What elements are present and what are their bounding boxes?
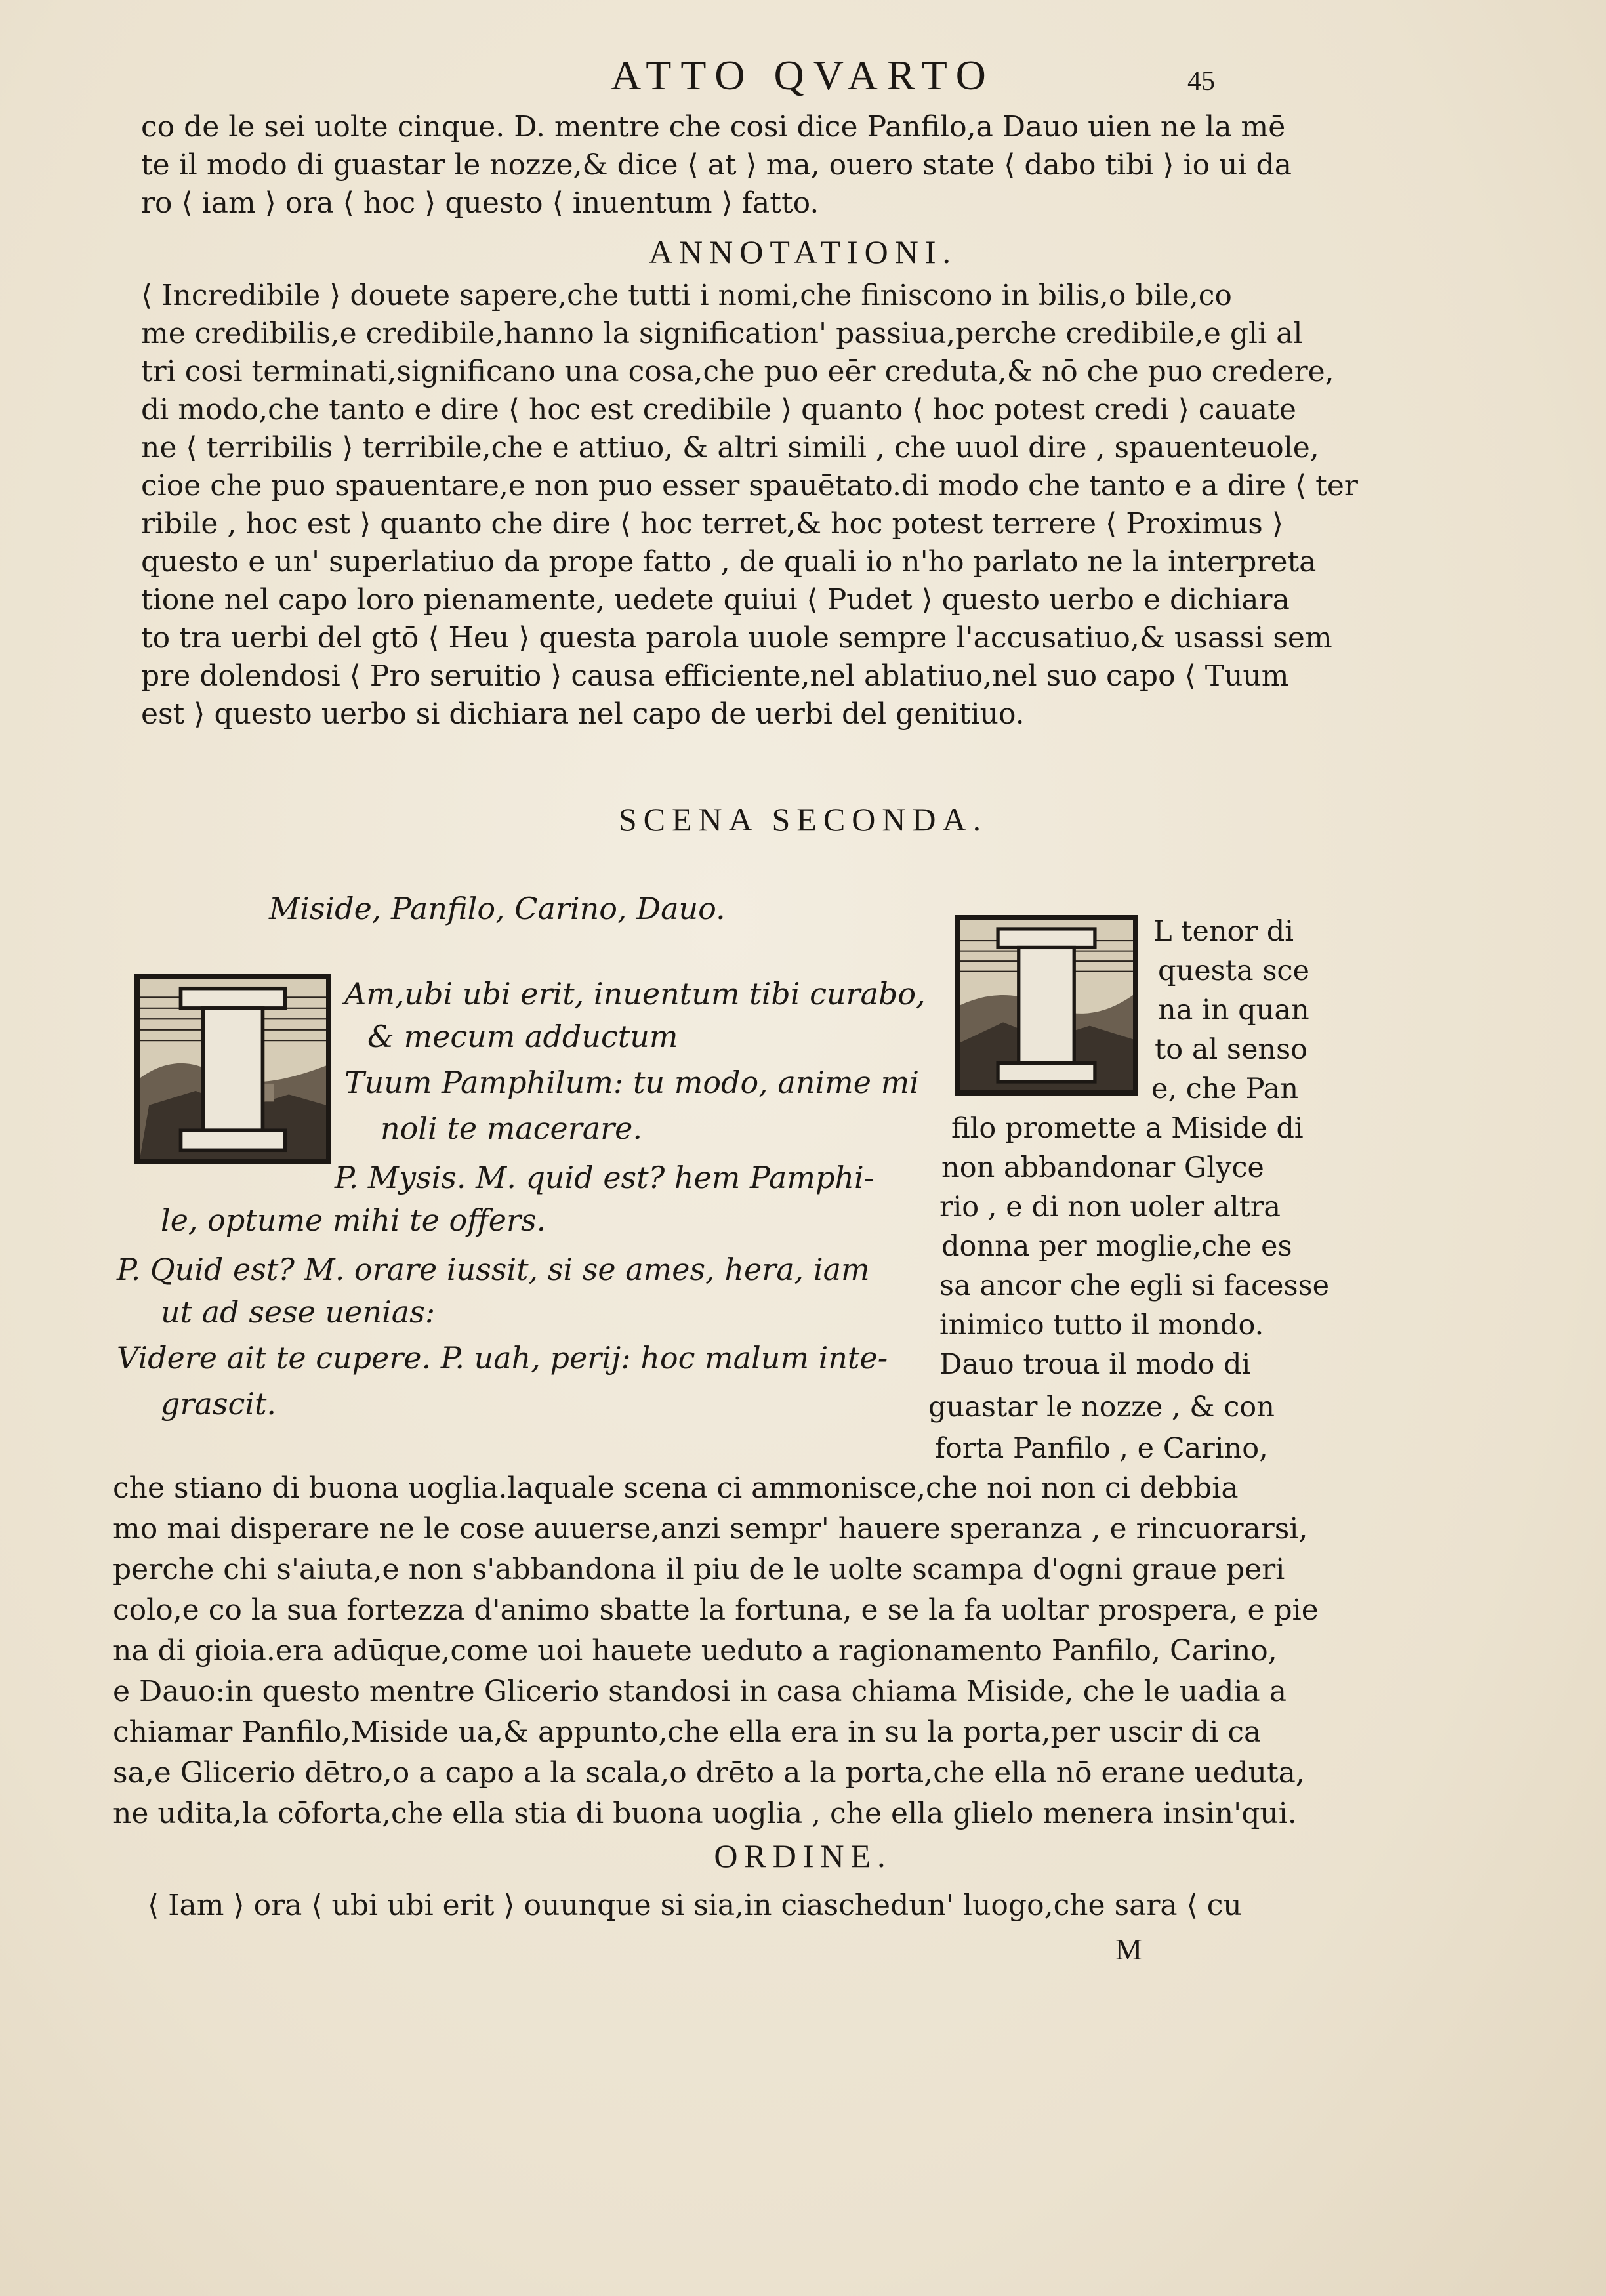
annotation-line: to tra uerbi del gtō ⟨ Heu ⟩ questa parola uuole sempre l'accusatiuo,& usassi sem bbox=[141, 621, 1332, 655]
side-line: forta Panfilo , e Carino, bbox=[935, 1432, 1268, 1465]
annotation-line: ⟨ Incredibile ⟩ douete sapere,che tutti i nomi,che finiscono in bilis,o bile,co bbox=[141, 279, 1232, 312]
annotation-line: ribile , hoc est ⟩ quanto che dire ⟨ hoc terret,& hoc potest terrere ⟨ Proximus ⟩ bbox=[141, 507, 1284, 541]
personae-line: Miside, Panfilo, Carino, Dauo. bbox=[269, 891, 726, 926]
running-head: ATTO QVARTO bbox=[611, 52, 995, 98]
side-line: inimico tutto il mondo. bbox=[939, 1309, 1264, 1342]
verse-line: Am,ubi ubi erit, inuentum tibi curabo, bbox=[344, 976, 926, 1012]
annotation-line: tri cosi terminati,significano una cosa,che puo eēr creduta,& nō che puo credere, bbox=[141, 355, 1334, 388]
body-line: che stiano di buona uoglia.laquale scena ci ammonisce,che noi non ci debbia bbox=[113, 1471, 1239, 1505]
verse-line: P. Quid est? M. orare iussit, si se ames, hera, iam bbox=[117, 1252, 870, 1287]
side-line: non abbandonar Glyce bbox=[941, 1151, 1264, 1184]
annotation-line: pre dolendosi ⟨ Pro seruitio ⟩ causa efficiente,nel ablatiuo,nel suo capo ⟨ Tuum bbox=[141, 659, 1289, 693]
signature-mark: M bbox=[1115, 1933, 1142, 1966]
intro-line: te il modo di guastar le nozze,& dice ⟨ at ⟩ ma, ouero state ⟨ dabo tibi ⟩ io ui da bbox=[141, 148, 1292, 182]
side-line: questa sce bbox=[1158, 954, 1309, 987]
woodcut-initial-I-right bbox=[955, 915, 1138, 1096]
scena-heading: SCENA SECONDA. bbox=[618, 801, 988, 838]
annotationi-heading: ANNOTATIONI. bbox=[648, 234, 958, 270]
side-line: e, che Pan bbox=[1151, 1073, 1299, 1105]
side-line: na in quan bbox=[1158, 994, 1309, 1027]
woodcut-initial-I-left-icon bbox=[140, 979, 326, 1159]
verse-line: grascit. bbox=[161, 1386, 277, 1422]
annotation-line: questo e un' superlatiuo da prope fatto , de quali io n'ho parlato ne la interpreta bbox=[141, 545, 1317, 579]
verse-line: & mecum adductum bbox=[367, 1019, 678, 1054]
side-line: L tenor di bbox=[1153, 915, 1294, 948]
annotation-line: me credibilis,e credibile,hanno la signification' passiua,perche credibile,e gli al bbox=[141, 317, 1303, 350]
body-line: ne udita,la cōforta,che ella stia di buona uoglia , che ella glielo menera insin'qui. bbox=[113, 1797, 1297, 1830]
folio-number: 45 bbox=[1187, 66, 1215, 96]
annotation-line: di modo,che tanto e dire ⟨ hoc est credibile ⟩ quanto ⟨ hoc potest credi ⟩ cauate bbox=[141, 393, 1296, 426]
side-line: guastar le nozze , & con bbox=[928, 1391, 1275, 1424]
body-line: perche chi s'aiuta,e non s'abbandona il piu de le uolte scampa d'ogni graue peri bbox=[113, 1553, 1285, 1586]
body-line: na di gioia.era adūque,come uoi hauete ueduto a ragionamento Panfilo, Carino, bbox=[113, 1634, 1277, 1668]
verse-line: noli te macerare. bbox=[381, 1111, 642, 1146]
ordine-heading: ORDINE. bbox=[714, 1837, 892, 1874]
woodcut-initial-I-right-icon bbox=[960, 920, 1133, 1090]
verse-line: Videre ait te cupere. P. uah, perij: hoc malum inte- bbox=[117, 1340, 888, 1376]
annotation-line: cioe che puo spauentare,e non puo esser spauētato.di modo che tanto e a dire ⟨ ter bbox=[141, 469, 1358, 502]
side-line: sa ancor che egli si facesse bbox=[939, 1269, 1330, 1302]
side-line: Dauo troua il modo di bbox=[939, 1348, 1251, 1381]
body-line: e Dauo:in questo mentre Glicerio standosi in casa chiama Miside, che le uadia a bbox=[113, 1675, 1287, 1708]
annotation-line: tione nel capo loro pienamente, uedete quiui ⟨ Pudet ⟩ questo uerbo e dichiara bbox=[141, 583, 1290, 617]
body-line: sa,e Glicerio dētro,o a capo a la scala,o drēto a la porta,che ella nō erane ueduta, bbox=[113, 1756, 1305, 1790]
side-line: filo promette a Miside di bbox=[951, 1112, 1304, 1145]
verse-line: ut ad sese uenias: bbox=[161, 1294, 436, 1330]
side-line: donna per moglie,che es bbox=[941, 1230, 1292, 1263]
body-line: mo mai disperare ne le cose auuerse,anzi sempr' hauere speranza , e rincuorarsi, bbox=[113, 1512, 1308, 1546]
verse-line: P. Mysis. M. quid est? hem Pamphi- bbox=[335, 1160, 875, 1195]
side-line: to al senso bbox=[1155, 1033, 1308, 1066]
annotation-line: ne ⟨ terribilis ⟩ terribile,che e attiuo, & altri simili , che uuol dire , spauenteuole, bbox=[141, 431, 1319, 464]
body-line: chiamar Panfilo,Miside ua,& appunto,che ella era in su la porta,per uscir di ca bbox=[113, 1715, 1262, 1749]
intro-line: ro ⟨ iam ⟩ ora ⟨ hoc ⟩ questo ⟨ inuentum ⟩ fatto. bbox=[141, 186, 819, 220]
woodcut-initial-I-left bbox=[134, 974, 331, 1164]
side-line: rio , e di non uoler altra bbox=[939, 1191, 1281, 1223]
verse-line: Tuum Pamphilum: tu modo, anime mi bbox=[344, 1065, 919, 1100]
body-line: colo,e co la sua fortezza d'animo sbatte la fortuna, e se la fa uoltar prospera, e pie bbox=[113, 1593, 1319, 1627]
intro-line: co de le sei uolte cinque. D. mentre che cosi dice Panfilo,a Dauo uien ne la mē bbox=[141, 110, 1286, 144]
ordine-line: ⟨ Iam ⟩ ora ⟨ ubi ubi erit ⟩ ouunque si sia,in ciaschedun' luogo,che sara ⟨ cu bbox=[148, 1889, 1242, 1922]
verse-line: le, optume mihi te offers. bbox=[161, 1202, 546, 1238]
annotation-line: est ⟩ questo uerbo si dichiara nel capo de uerbi del genitiuo. bbox=[141, 697, 1025, 731]
